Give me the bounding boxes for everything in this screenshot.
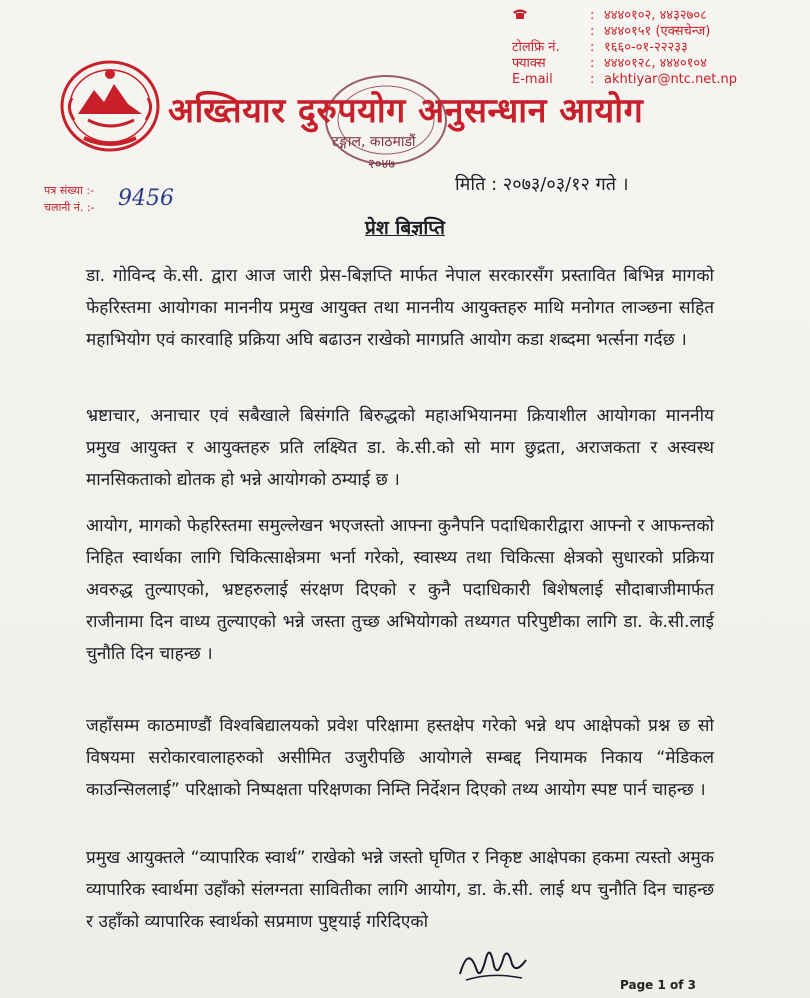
phone-icon — [512, 8, 528, 20]
letter-date: मिति : २०७३/०३/१२ गते । — [455, 174, 629, 195]
page-title: प्रेश बिज्ञप्ति — [365, 217, 445, 239]
dispatch-number-value: 9456 — [118, 186, 174, 211]
dispatch-number-label: चलानी नं. :- — [44, 201, 95, 214]
contact-label — [512, 24, 590, 40]
contact-value: ४४४०१०२, ४४३२७०८ — [604, 8, 707, 23]
contact-row-email: E-mail : akhtiyar@ntc.net.np — [512, 72, 802, 88]
stamp-year: २०४७ — [368, 157, 396, 172]
body-paragraph: भ्रष्टाचार, अनाचार एवं सबैखाले बिसंगति बिरुद्धको महाअभियानमा क्रियाशील आयोगका माननीय प्रमुख आयुक्त र आयुक्तहरु प्रति लक्ष्यित डा. के.सी.को सो माग छुद्रता, अराजकता र अस्वस्थ मानसिकताको द्योतक हो भन्ने आयोगको ठम्याई छ । — [86, 406, 714, 490]
contact-value: ४४४०१५१ (एक्सचेन्ज) — [604, 24, 711, 39]
body-paragraph: आयोग, मागको फेहरिस्तमा समुल्लेखन भएजस्तो आफ्ना कुनैपनि पदाधिकारीद्वारा आफ्नो र आफन्तको निहित स्वार्थका लागि चिकित्साक्षेत्रमा भर्ना गरेको, स्वास्थ्य तथा चिकित्सा क्षेत्रको सुधारको प्रक्रिया अवरुद्ध तुल्याएको, भ्रष्टहरुलाई संरक्षण दिएको र कुनै पदाधिकारी बिशेषलाई सौदाबाजीमार्फत राजीनामा दिन वाध्य तुल्याएको भन्ने जस्ता तुच्छ अभियोगको तथ्यगत परिपुष्टीका लागि डा. के.सी.लाई चुनौति दिन चाहन्छ । — [86, 516, 714, 664]
contact-label: फ्याक्स — [512, 56, 546, 71]
nepal-emblem-icon — [58, 58, 162, 154]
body-paragraph: जहाँसम्म काठमाण्डौं विश्वबिद्यालयको प्रवेश परिक्षामा हस्तक्षेप गरेको भन्ने थप आक्षेपको प्रश्न छ सो विषयमा सरोकारवालाहरुको असीमित उजुरीपछि आयोगले सम्बद्द नियामक निकाय “मेडिकल काउन्सिललाई” परिक्षाको निष्पक्षता परिक्षणका निम्ति निर्देशन दिएको तथ्य आयोग स्पष्ट पार्न चाहन्छ । — [86, 716, 714, 800]
page-number: Page 1 of 3 — [620, 978, 696, 992]
contact-value: १६६०-०१-२२२३३ — [604, 40, 688, 55]
body-paragraph: प्रमुख आयुक्तले “व्यापारिक स्वार्थ” राखेको भन्ने जस्तो घृणित र निकृष्ट आक्षेपका हकमा त्यस्तो अमुक व्यापारिक स्वार्थमा उहाँको संलग्नता सावितीका लागि आयोग, डा. के.सी. लाई थप चुनौति दिन चाहन्छ र उहाँको व्यापारिक स्वार्थको सप्रमाण पुष्ट्याई गरिदिएको — [86, 848, 714, 932]
signature-icon — [452, 938, 532, 988]
contact-email: akhtiyar@ntc.net.np — [604, 72, 738, 87]
organization-name: अख्तियार दुरुपयोग अनुसन्धान आयोग — [168, 91, 644, 131]
contact-row-tollfree: टोलफ्रि नं. : १६६०-०१-२२२३३ — [512, 40, 802, 56]
contact-label — [512, 8, 590, 24]
letter-number-label: पत्र संख्या :- — [44, 184, 95, 197]
contact-label: टोलफ्रि नं. — [512, 40, 560, 55]
contact-row-phone: : ४४४०१०२, ४४३२७०८ — [512, 8, 802, 24]
body-paragraph: डा. गोविन्द के.सी. द्वारा आज जारी प्रेस-बिज्ञप्ति मार्फत नेपाल सरकारसँग प्रस्तावित बिभिन्न मागको फेहरिस्तमा आयोगका माननीय प्रमुख आयुक्त तथा माननीय आयुक्तहरु माथि मनोगत लाञ्छना सहित महाभियोग एवं कारवाहि प्रक्रिया अघि बढाउन राखेको मागप्रति आयोग कडा शब्दमा भर्त्सना गर्दछ । — [86, 266, 714, 350]
contact-value: ४४४०१२८, ४४४०१०४ — [604, 56, 707, 71]
contact-row-exchange: : ४४४०१५१ (एक्सचेन्ज) — [512, 24, 802, 40]
stamp-location: टङ्गाल, काठमाडौं — [332, 134, 416, 150]
contact-row-fax: फ्याक्स : ४४४०१२८, ४४४०१०४ — [512, 56, 802, 72]
contact-block — [512, 8, 802, 88]
contact-label: E-mail — [512, 72, 553, 87]
